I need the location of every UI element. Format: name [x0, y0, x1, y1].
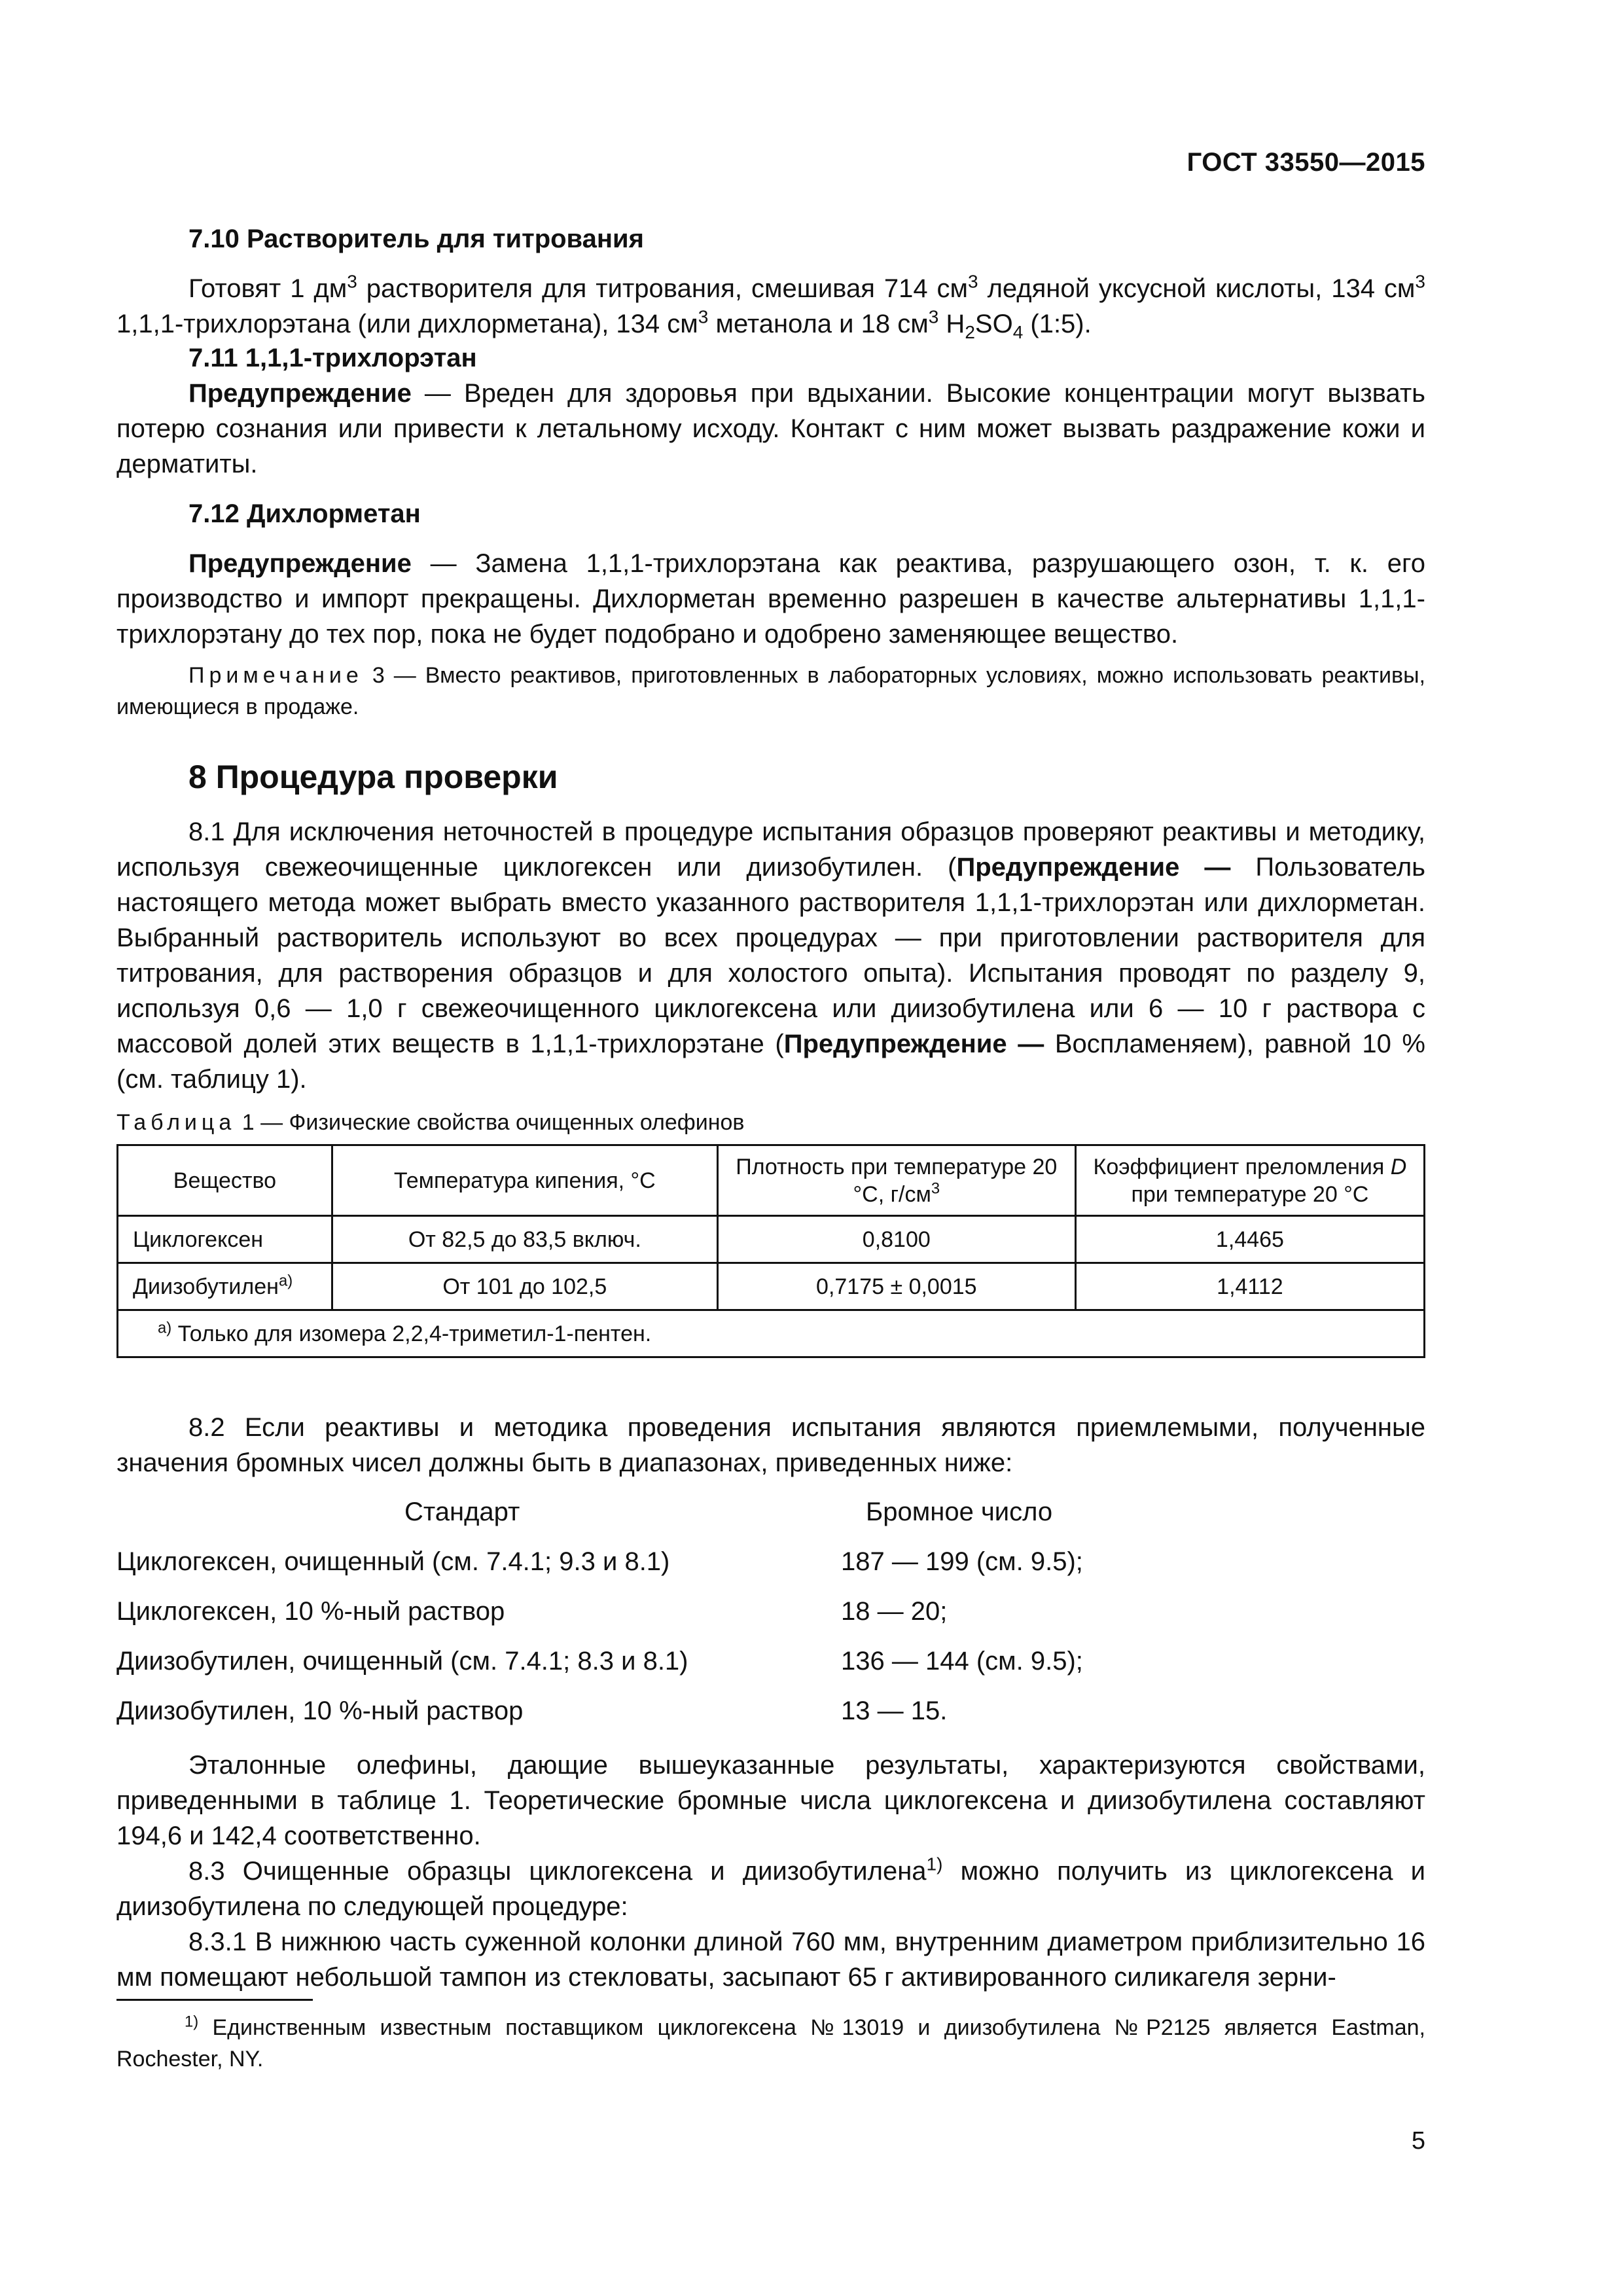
header-boiling-point: Температура кипения, °С [332, 1145, 717, 1216]
header-refraction: Коэффициент преломления D при температуре 20 °С [1075, 1145, 1424, 1216]
section-7-10-text: Готовят 1 $дм^3$ растворителя для титрования, смешивая 714 $см^3$ ледяной уксусной кислоты, 134 $см^3$ 1,1,1-трихлорэтана (или дихлорметана), 134 $см^3$ метанола и 18 $см^3$ $H_2SO_4$ (1:5). [116, 271, 1425, 342]
table-1 [116, 1144, 1425, 1358]
section-7-10 [116, 221, 1425, 342]
physical-properties-table [116, 1144, 1425, 1358]
list-item: Циклогексен, очищенный (см. 7.4.1; 9.3 и 8.1) 187 — 199 (см. 9.5); [116, 1547, 1083, 1576]
list-item: Циклогексен, 10 %-ный раствор 18 — 20; [116, 1597, 948, 1626]
header-density: Плотность при температуре 20 °С, $г/см^3$ [717, 1145, 1075, 1216]
paragraph-reference-olefins: Эталонные олефины, дающие вышеуказанные результаты, характеризуются свойствами, приведенными в таблице 1. Теоретические бромные числа циклогексена и диизобутилена составляют 194,6 и 142,4 соответственно. [116, 1751, 1425, 1850]
bromine-list-header: Стандарт Бромное число [404, 1498, 1053, 1526]
paragraph-8-3: 8.3 Очищенные образцы циклогексена и диизобутилена$^{1)}$ можно получить из циклогексена и диизобутилена по следующей процедуре: [116, 1854, 1426, 1921]
table-1-caption: Таблица 1 — Физические свойства очищенных олефинов [116, 1110, 745, 1135]
header-substance: Вещество [118, 1145, 332, 1216]
section-7-11 [116, 340, 1425, 482]
table-row: Циклогексен От 82,5 до 83,5 включ. 0,8100 1,4465 [118, 1216, 1425, 1263]
section-7-12-title: 7.12 Дихлорметан [188, 499, 421, 528]
list-item: Диизобутилен, очищенный (см. 7.4.1; 8.3 и 8.1) 136 — 144 (см. 9.5); [116, 1647, 1083, 1676]
paragraph-8-1: 8.1 Для исключения неточностей в процедуре испытания образцов проверяют реактивы и методику, используя свежеочищенные циклогексен или диизобутилен. (Предупреждение — Пользователь настоящего метода может выбрать вместо указанного растворителя 1,1,1-трихлорэтан или дихлорметан. Выбранный растворитель используют во всех процедурах — при приготовлении растворителя для титрования, для растворения образцов и для холостого опыта). Испытания проводят по разделу 9, используя 0,6 — 1,0 г свежеочищенного циклогексена или диизобутилена или 6 — 10 г раствора с массовой долей этих веществ в 1,1,1-трихлорэтане (Предупреждение — Воспламеняем), равной 10 % (см. таблицу 1). [116, 817, 1426, 1094]
table-row: Диизобутилен$^{а)}$ От 101 до 102,5 0,7175 ± 0,0015 1,4112 [118, 1263, 1425, 1310]
section-7-12 [116, 496, 1425, 652]
paragraph-8-2: 8.2 Если реактивы и методика проведения испытания являются приемлемыми, полученные значения бромных чисел должны быть в диапазонах, приведенных ниже: [116, 1413, 1425, 1477]
section-7-11-title: 7.11 1,1,1-трихлорэтан [188, 344, 477, 372]
section-7-10-title: 7.10 Растворитель для титрования [188, 224, 644, 253]
section-8 [116, 754, 1425, 800]
table-footnote-row: $^{а)}$ Только для изомера 2,2,4-триметил-1-пентен. [118, 1310, 1425, 1357]
section-8-title: 8 Процедура проверки [188, 759, 558, 795]
paragraph-8-3-1: 8.3.1 В нижнюю часть суженной колонки длиной 760 мм, внутренним диаметром приблизительно 16 мм помещают небольшой тампон из стекловаты, засыпают 65 г активированного силикагеля зерни- [116, 1928, 1425, 1992]
page-number: 5 [1411, 2127, 1425, 2155]
section-7-11-warning: Предупреждение — Вреден для здоровья при вдыхании. Высокие концентрации могут вызвать потерю сознания или привести к летальному исходу. Контакт с ним может вызвать раздражение кожи и дерматиты. [116, 379, 1425, 478]
bromine-number-list [116, 1487, 1425, 1736]
section-7-12-warning: Предупреждение — Замена 1,1,1-трихлорэтана как реактива, разрушающего озон, т. к. его производство и импорт прекращены. Дихлорметан временно разрешен в качестве альтернативы 1,1,1-трихлорэтану до тех пор, пока не будет подобрано и одобрено заменяющее вещество. [116, 549, 1425, 649]
footnote-1: $^{1)}$ Единственным известным поставщиком циклогексена №13019 и диизобутилена №Р2125 является Eastman, Rochester, NY. [116, 2013, 1425, 2072]
list-item: Диизобутилен, 10 %-ный раствор 13 — 15. [116, 1696, 948, 1725]
note-3: Примечание 3 — Вместо реактивов, приготовленных в лабораторных условиях, можно использовать реактивы, имеющиеся в продаже. [116, 663, 1425, 719]
standard-number: ГОСТ 33550—2015 [1186, 148, 1425, 177]
table-header-row [118, 1145, 1425, 1216]
footnote-separator [116, 1999, 1425, 2001]
